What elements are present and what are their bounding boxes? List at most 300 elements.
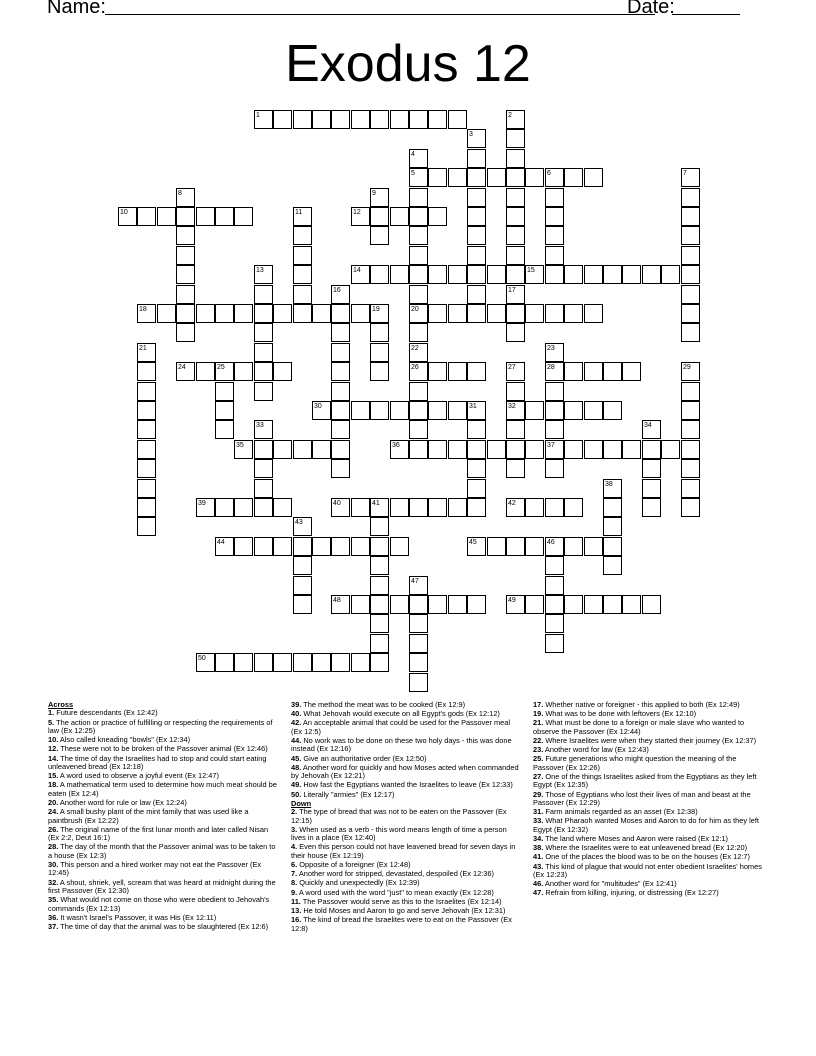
grid-cell[interactable]	[157, 207, 176, 226]
grid-cell[interactable]	[545, 343, 564, 362]
grid-cell[interactable]	[681, 304, 700, 323]
grid-cell[interactable]	[448, 595, 467, 614]
grid-cell[interactable]	[545, 420, 564, 439]
grid-cell[interactable]	[428, 362, 447, 381]
grid-cell[interactable]	[409, 188, 428, 207]
grid-cell[interactable]	[467, 285, 486, 304]
grid-cell[interactable]	[467, 459, 486, 478]
grid-cell[interactable]	[215, 420, 234, 439]
grid-cell[interactable]	[137, 517, 156, 536]
grid-cell[interactable]	[525, 265, 544, 284]
grid-cell[interactable]	[351, 537, 370, 556]
grid-cell[interactable]	[467, 207, 486, 226]
grid-cell[interactable]	[409, 343, 428, 362]
grid-cell[interactable]	[215, 382, 234, 401]
grid-cell[interactable]	[215, 653, 234, 672]
grid-cell[interactable]	[273, 537, 292, 556]
grid-cell[interactable]	[642, 265, 661, 284]
grid-cell[interactable]	[564, 168, 583, 187]
grid-cell[interactable]	[467, 362, 486, 381]
grid-cell[interactable]	[642, 595, 661, 614]
grid-cell[interactable]	[467, 479, 486, 498]
grid-cell[interactable]	[137, 479, 156, 498]
grid-cell[interactable]	[293, 576, 312, 595]
grid-cell[interactable]	[254, 653, 273, 672]
grid-cell[interactable]	[409, 673, 428, 692]
grid-cell[interactable]	[137, 207, 156, 226]
grid-cell[interactable]	[525, 401, 544, 420]
grid-cell[interactable]	[293, 110, 312, 129]
grid-cell[interactable]	[448, 265, 467, 284]
grid-cell[interactable]	[157, 304, 176, 323]
grid-cell[interactable]	[254, 537, 273, 556]
grid-cell[interactable]	[564, 401, 583, 420]
grid-cell[interactable]	[564, 362, 583, 381]
grid-cell[interactable]	[196, 653, 215, 672]
grid-cell[interactable]	[506, 304, 525, 323]
grid-cell[interactable]	[196, 207, 215, 226]
grid-cell[interactable]	[584, 362, 603, 381]
grid-cell[interactable]	[506, 265, 525, 284]
grid-cell[interactable]	[409, 614, 428, 633]
grid-cell[interactable]	[545, 556, 564, 575]
grid-cell[interactable]	[642, 420, 661, 439]
grid-cell[interactable]	[331, 343, 350, 362]
grid-cell[interactable]	[467, 265, 486, 284]
grid-cell[interactable]	[545, 382, 564, 401]
grid-cell[interactable]	[584, 168, 603, 187]
grid-cell[interactable]	[487, 265, 506, 284]
grid-cell[interactable]	[622, 265, 641, 284]
grid-cell[interactable]	[603, 517, 622, 536]
grid-cell[interactable]	[603, 556, 622, 575]
grid-cell[interactable]	[681, 168, 700, 187]
grid-cell[interactable]	[351, 304, 370, 323]
grid-cell[interactable]	[254, 343, 273, 362]
grid-cell[interactable]	[390, 207, 409, 226]
grid-cell[interactable]	[176, 207, 195, 226]
grid-cell[interactable]	[467, 401, 486, 420]
grid-cell[interactable]	[390, 401, 409, 420]
grid-cell[interactable]	[506, 323, 525, 342]
grid-cell[interactable]	[293, 537, 312, 556]
grid-cell[interactable]	[506, 595, 525, 614]
grid-cell[interactable]	[176, 304, 195, 323]
grid-cell[interactable]	[525, 304, 544, 323]
grid-cell[interactable]	[409, 110, 428, 129]
grid-cell[interactable]	[428, 110, 447, 129]
grid-cell[interactable]	[603, 362, 622, 381]
grid-cell[interactable]	[196, 362, 215, 381]
grid-cell[interactable]	[390, 440, 409, 459]
grid-cell[interactable]	[331, 362, 350, 381]
grid-cell[interactable]	[545, 634, 564, 653]
grid-cell[interactable]	[370, 498, 389, 517]
grid-cell[interactable]	[351, 401, 370, 420]
grid-cell[interactable]	[254, 479, 273, 498]
grid-cell[interactable]	[137, 459, 156, 478]
grid-cell[interactable]	[370, 207, 389, 226]
grid-cell[interactable]	[525, 440, 544, 459]
grid-cell[interactable]	[293, 517, 312, 536]
grid-cell[interactable]	[390, 265, 409, 284]
grid-cell[interactable]	[215, 362, 234, 381]
grid-cell[interactable]	[370, 653, 389, 672]
grid-cell[interactable]	[506, 129, 525, 148]
grid-cell[interactable]	[351, 265, 370, 284]
grid-cell[interactable]	[545, 440, 564, 459]
grid-cell[interactable]	[137, 420, 156, 439]
grid-cell[interactable]	[409, 246, 428, 265]
grid-cell[interactable]	[603, 479, 622, 498]
grid-cell[interactable]	[506, 362, 525, 381]
grid-cell[interactable]	[176, 265, 195, 284]
grid-cell[interactable]	[351, 110, 370, 129]
grid-cell[interactable]	[584, 304, 603, 323]
grid-cell[interactable]	[254, 382, 273, 401]
grid-cell[interactable]	[467, 149, 486, 168]
grid-cell[interactable]	[293, 265, 312, 284]
grid-cell[interactable]	[254, 420, 273, 439]
grid-cell[interactable]	[506, 246, 525, 265]
grid-cell[interactable]	[351, 207, 370, 226]
grid-cell[interactable]	[506, 537, 525, 556]
grid-cell[interactable]	[351, 653, 370, 672]
grid-cell[interactable]	[215, 304, 234, 323]
grid-cell[interactable]	[448, 304, 467, 323]
grid-cell[interactable]	[293, 226, 312, 245]
grid-cell[interactable]	[467, 440, 486, 459]
grid-cell[interactable]	[584, 595, 603, 614]
grid-cell[interactable]	[312, 653, 331, 672]
grid-cell[interactable]	[331, 420, 350, 439]
grid-cell[interactable]	[370, 265, 389, 284]
grid-cell[interactable]	[506, 440, 525, 459]
grid-cell[interactable]	[409, 285, 428, 304]
grid-cell[interactable]	[234, 653, 253, 672]
grid-cell[interactable]	[545, 265, 564, 284]
grid-cell[interactable]	[506, 168, 525, 187]
grid-cell[interactable]	[409, 634, 428, 653]
grid-cell[interactable]	[642, 459, 661, 478]
grid-cell[interactable]	[661, 440, 680, 459]
grid-cell[interactable]	[545, 401, 564, 420]
grid-cell[interactable]	[254, 265, 273, 284]
grid-cell[interactable]	[351, 595, 370, 614]
grid-cell[interactable]	[428, 401, 447, 420]
grid-cell[interactable]	[467, 246, 486, 265]
grid-cell[interactable]	[564, 265, 583, 284]
grid-cell[interactable]	[312, 401, 331, 420]
grid-cell[interactable]	[176, 362, 195, 381]
grid-cell[interactable]	[273, 653, 292, 672]
grid-cell[interactable]	[467, 188, 486, 207]
grid-cell[interactable]	[312, 110, 331, 129]
grid-cell[interactable]	[603, 498, 622, 517]
grid-cell[interactable]	[545, 595, 564, 614]
grid-cell[interactable]	[681, 246, 700, 265]
grid-cell[interactable]	[681, 420, 700, 439]
grid-cell[interactable]	[467, 498, 486, 517]
grid-cell[interactable]	[370, 343, 389, 362]
grid-cell[interactable]	[545, 246, 564, 265]
grid-cell[interactable]	[642, 498, 661, 517]
grid-cell[interactable]	[409, 207, 428, 226]
grid-cell[interactable]	[642, 440, 661, 459]
grid-cell[interactable]	[254, 285, 273, 304]
grid-cell[interactable]	[370, 576, 389, 595]
grid-cell[interactable]	[215, 498, 234, 517]
grid-cell[interactable]	[506, 149, 525, 168]
grid-cell[interactable]	[584, 265, 603, 284]
grid-cell[interactable]	[254, 440, 273, 459]
grid-cell[interactable]	[681, 440, 700, 459]
grid-cell[interactable]	[370, 323, 389, 342]
grid-cell[interactable]	[390, 595, 409, 614]
grid-cell[interactable]	[176, 188, 195, 207]
grid-cell[interactable]	[681, 382, 700, 401]
grid-cell[interactable]	[622, 595, 641, 614]
grid-cell[interactable]	[545, 614, 564, 633]
grid-cell[interactable]	[448, 362, 467, 381]
grid-cell[interactable]	[118, 207, 137, 226]
grid-cell[interactable]	[331, 110, 350, 129]
grid-cell[interactable]	[584, 440, 603, 459]
grid-cell[interactable]	[254, 362, 273, 381]
grid-cell[interactable]	[506, 226, 525, 245]
grid-cell[interactable]	[293, 207, 312, 226]
grid-cell[interactable]	[409, 595, 428, 614]
grid-cell[interactable]	[681, 226, 700, 245]
grid-cell[interactable]	[409, 168, 428, 187]
grid-cell[interactable]	[215, 401, 234, 420]
grid-cell[interactable]	[409, 362, 428, 381]
grid-cell[interactable]	[545, 188, 564, 207]
grid-cell[interactable]	[681, 362, 700, 381]
grid-cell[interactable]	[487, 440, 506, 459]
grid-cell[interactable]	[506, 498, 525, 517]
grid-cell[interactable]	[428, 440, 447, 459]
grid-cell[interactable]	[254, 323, 273, 342]
grid-cell[interactable]	[234, 537, 253, 556]
grid-cell[interactable]	[622, 440, 641, 459]
grid-cell[interactable]	[681, 207, 700, 226]
grid-cell[interactable]	[467, 168, 486, 187]
grid-cell[interactable]	[603, 440, 622, 459]
grid-cell[interactable]	[254, 459, 273, 478]
grid-cell[interactable]	[642, 479, 661, 498]
grid-cell[interactable]	[545, 537, 564, 556]
grid-cell[interactable]	[331, 459, 350, 478]
grid-cell[interactable]	[428, 265, 447, 284]
grid-cell[interactable]	[176, 285, 195, 304]
grid-cell[interactable]	[331, 537, 350, 556]
grid-cell[interactable]	[351, 498, 370, 517]
grid-cell[interactable]	[293, 595, 312, 614]
grid-cell[interactable]	[312, 304, 331, 323]
grid-cell[interactable]	[622, 362, 641, 381]
grid-cell[interactable]	[293, 304, 312, 323]
grid-cell[interactable]	[331, 323, 350, 342]
grid-cell[interactable]	[584, 401, 603, 420]
grid-cell[interactable]	[137, 401, 156, 420]
grid-cell[interactable]	[137, 382, 156, 401]
grid-cell[interactable]	[681, 188, 700, 207]
grid-cell[interactable]	[448, 498, 467, 517]
grid-cell[interactable]	[661, 265, 680, 284]
grid-cell[interactable]	[506, 188, 525, 207]
grid-cell[interactable]	[234, 440, 253, 459]
grid-cell[interactable]	[370, 614, 389, 633]
grid-cell[interactable]	[273, 304, 292, 323]
grid-cell[interactable]	[370, 401, 389, 420]
grid-cell[interactable]	[545, 576, 564, 595]
grid-cell[interactable]	[293, 440, 312, 459]
grid-cell[interactable]	[409, 382, 428, 401]
grid-cell[interactable]	[603, 401, 622, 420]
grid-cell[interactable]	[254, 498, 273, 517]
grid-cell[interactable]	[584, 537, 603, 556]
grid-cell[interactable]	[370, 188, 389, 207]
grid-cell[interactable]	[467, 420, 486, 439]
grid-cell[interactable]	[176, 246, 195, 265]
grid-cell[interactable]	[545, 498, 564, 517]
grid-cell[interactable]	[234, 362, 253, 381]
grid-cell[interactable]	[409, 304, 428, 323]
grid-cell[interactable]	[681, 479, 700, 498]
grid-cell[interactable]	[331, 285, 350, 304]
grid-cell[interactable]	[370, 517, 389, 536]
grid-cell[interactable]	[196, 304, 215, 323]
grid-cell[interactable]	[234, 207, 253, 226]
grid-cell[interactable]	[409, 653, 428, 672]
grid-cell[interactable]	[331, 498, 350, 517]
grid-cell[interactable]	[525, 537, 544, 556]
grid-cell[interactable]	[331, 653, 350, 672]
grid-cell[interactable]	[603, 537, 622, 556]
grid-cell[interactable]	[545, 168, 564, 187]
grid-cell[interactable]	[312, 440, 331, 459]
grid-cell[interactable]	[215, 207, 234, 226]
grid-cell[interactable]	[370, 634, 389, 653]
grid-cell[interactable]	[506, 285, 525, 304]
grid-cell[interactable]	[428, 207, 447, 226]
grid-cell[interactable]	[409, 265, 428, 284]
grid-cell[interactable]	[234, 498, 253, 517]
grid-cell[interactable]	[409, 323, 428, 342]
grid-cell[interactable]	[448, 110, 467, 129]
grid-cell[interactable]	[409, 401, 428, 420]
grid-cell[interactable]	[254, 110, 273, 129]
grid-cell[interactable]	[564, 304, 583, 323]
grid-cell[interactable]	[293, 556, 312, 575]
grid-cell[interactable]	[273, 498, 292, 517]
grid-cell[interactable]	[603, 265, 622, 284]
grid-cell[interactable]	[273, 440, 292, 459]
grid-cell[interactable]	[545, 304, 564, 323]
grid-cell[interactable]	[409, 440, 428, 459]
grid-cell[interactable]	[487, 304, 506, 323]
grid-cell[interactable]	[506, 382, 525, 401]
grid-cell[interactable]	[137, 440, 156, 459]
grid-cell[interactable]	[331, 401, 350, 420]
grid-cell[interactable]	[409, 226, 428, 245]
grid-cell[interactable]	[409, 149, 428, 168]
grid-cell[interactable]	[331, 304, 350, 323]
grid-cell[interactable]	[331, 382, 350, 401]
grid-cell[interactable]	[370, 226, 389, 245]
grid-cell[interactable]	[564, 595, 583, 614]
grid-cell[interactable]	[409, 420, 428, 439]
grid-cell[interactable]	[370, 595, 389, 614]
grid-cell[interactable]	[370, 110, 389, 129]
grid-cell[interactable]	[525, 168, 544, 187]
grid-cell[interactable]	[506, 110, 525, 129]
grid-cell[interactable]	[506, 420, 525, 439]
grid-cell[interactable]	[487, 537, 506, 556]
grid-cell[interactable]	[137, 362, 156, 381]
grid-cell[interactable]	[331, 595, 350, 614]
grid-cell[interactable]	[467, 537, 486, 556]
grid-cell[interactable]	[370, 304, 389, 323]
grid-cell[interactable]	[293, 285, 312, 304]
grid-cell[interactable]	[176, 226, 195, 245]
grid-cell[interactable]	[137, 343, 156, 362]
grid-cell[interactable]	[293, 246, 312, 265]
grid-cell[interactable]	[681, 265, 700, 284]
grid-cell[interactable]	[506, 401, 525, 420]
grid-cell[interactable]	[137, 498, 156, 517]
grid-cell[interactable]	[525, 498, 544, 517]
grid-cell[interactable]	[545, 226, 564, 245]
grid-cell[interactable]	[390, 110, 409, 129]
grid-cell[interactable]	[293, 653, 312, 672]
grid-cell[interactable]	[331, 440, 350, 459]
grid-cell[interactable]	[506, 207, 525, 226]
grid-cell[interactable]	[467, 304, 486, 323]
grid-cell[interactable]	[564, 537, 583, 556]
grid-cell[interactable]	[254, 304, 273, 323]
grid-cell[interactable]	[467, 226, 486, 245]
grid-cell[interactable]	[176, 323, 195, 342]
grid-cell[interactable]	[564, 440, 583, 459]
grid-cell[interactable]	[681, 285, 700, 304]
grid-cell[interactable]	[428, 595, 447, 614]
grid-cell[interactable]	[448, 401, 467, 420]
grid-cell[interactable]	[428, 168, 447, 187]
grid-cell[interactable]	[681, 459, 700, 478]
grid-cell[interactable]	[681, 498, 700, 517]
grid-cell[interactable]	[409, 498, 428, 517]
grid-cell[interactable]	[215, 537, 234, 556]
grid-cell[interactable]	[681, 323, 700, 342]
grid-cell[interactable]	[428, 304, 447, 323]
grid-cell[interactable]	[234, 304, 253, 323]
grid-cell[interactable]	[196, 498, 215, 517]
grid-cell[interactable]	[448, 440, 467, 459]
grid-cell[interactable]	[545, 207, 564, 226]
grid-cell[interactable]	[370, 556, 389, 575]
grid-cell[interactable]	[312, 537, 331, 556]
grid-cell[interactable]	[564, 498, 583, 517]
grid-cell[interactable]	[467, 595, 486, 614]
grid-cell[interactable]	[467, 129, 486, 148]
grid-cell[interactable]	[137, 304, 156, 323]
grid-cell[interactable]	[370, 362, 389, 381]
grid-cell[interactable]	[390, 498, 409, 517]
grid-cell[interactable]	[390, 537, 409, 556]
grid-cell[interactable]	[448, 168, 467, 187]
